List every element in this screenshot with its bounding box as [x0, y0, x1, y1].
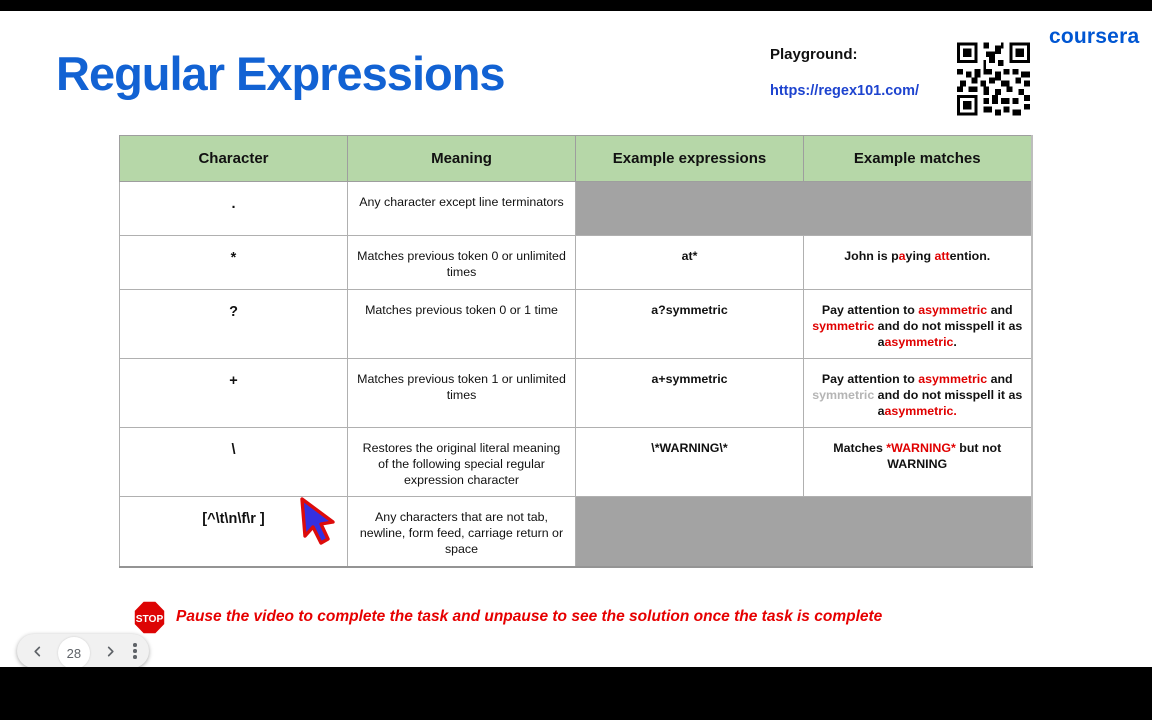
table-row	[120, 236, 1032, 290]
playground-link[interactable]: https://regex101.com/	[770, 83, 920, 99]
slide-number-badge[interactable]: 28	[58, 637, 90, 669]
highlighted-text: asymmetric	[884, 403, 954, 418]
highlighted-text: asymmetric	[918, 372, 988, 386]
meaning-cell: Restores the original literal meaning of the following special regular expression character	[348, 428, 576, 497]
chevron-right-icon	[105, 646, 116, 657]
plain-text: and	[987, 372, 1013, 386]
table-row	[120, 359, 1032, 428]
table-row	[120, 182, 1032, 236]
meaning-cell: Matches previous token 0 or 1 time	[348, 290, 576, 359]
empty-gray-cell	[576, 182, 1032, 236]
expression-cell: a?symmetric	[576, 290, 804, 359]
nav-menu-button[interactable]	[131, 641, 139, 661]
expression-cell: \*WARNING\*	[576, 428, 804, 497]
stop-label: STOP	[135, 613, 164, 625]
plain-text: and	[987, 303, 1013, 317]
playground-label: Playground:	[770, 46, 858, 63]
meaning-cell: Any characters that are not tab, newline, form feed, carriage return or space	[348, 497, 576, 567]
expression-cell: a+symmetric	[576, 359, 804, 428]
plain-text: ention.	[949, 249, 991, 263]
task-instruction: Pause the video to complete the task and unpause to see the solution once the task is complete	[176, 608, 883, 625]
plain-text: and do not misspell it as a	[874, 318, 1023, 349]
highlighted-text: .	[953, 403, 957, 418]
highlighted-text: symmetric	[812, 387, 875, 402]
letterbox-top	[0, 0, 1152, 11]
plain-text: Matches	[833, 441, 887, 455]
plain-text: .	[953, 334, 957, 349]
table-row	[120, 290, 1032, 359]
regex-table	[119, 135, 1033, 568]
matches-cell	[804, 290, 1032, 359]
matches-cell	[804, 428, 1032, 497]
highlighted-text: asymmetric	[918, 303, 988, 317]
letterbox-bottom	[0, 667, 1152, 720]
meaning-cell: Any character except line terminators	[348, 182, 576, 236]
coursera-logo: coursera	[1049, 25, 1140, 48]
column-header: Meaning	[348, 136, 576, 182]
column-header: Example matches	[804, 136, 1032, 182]
character-cell: *	[120, 236, 348, 290]
slides-nav-bar	[17, 634, 149, 668]
table-row	[120, 428, 1032, 497]
character-cell: +	[120, 359, 348, 428]
highlighted-text: asymmetric	[884, 334, 954, 349]
expression-cell: at*	[576, 236, 804, 290]
character-cell: \	[120, 428, 348, 497]
plain-text: and do not misspell it as a	[874, 387, 1023, 418]
chevron-left-icon	[32, 646, 43, 657]
character-cell: [^\t\n\f\r ]	[120, 497, 348, 567]
playground-block	[770, 46, 960, 99]
character-cell: .	[120, 182, 348, 236]
column-header: Example expressions	[576, 136, 804, 182]
qr-code	[957, 42, 1030, 116]
meaning-cell: Matches previous token 0 or unlimited times	[348, 236, 576, 290]
page-title: Regular Expressions	[56, 47, 505, 100]
plain-text: ying	[905, 249, 935, 263]
plain-text: John is p	[844, 249, 899, 263]
matches-cell	[804, 236, 1032, 290]
mouse-pointer-icon	[296, 495, 336, 555]
meaning-cell: Matches previous token 1 or unlimited times	[348, 359, 576, 428]
highlighted-text: symmetric	[812, 318, 875, 333]
table-header-row	[120, 136, 1032, 182]
stop-sign-icon	[134, 601, 165, 634]
plain-text: Pay attention to	[821, 372, 919, 386]
empty-gray-cell	[576, 497, 1032, 567]
plain-text: Pay attention to	[821, 303, 919, 317]
plain-text: but not WARNING	[887, 441, 1002, 471]
highlighted-text: a	[898, 249, 906, 263]
matches-cell	[804, 359, 1032, 428]
column-header: Character	[120, 136, 348, 182]
highlighted-text: att	[934, 249, 950, 263]
highlighted-text: *WARNING*	[886, 441, 956, 455]
prev-slide-button[interactable]	[29, 643, 45, 659]
character-cell: ?	[120, 290, 348, 359]
next-slide-button[interactable]	[103, 643, 119, 659]
table-row	[120, 497, 1032, 567]
